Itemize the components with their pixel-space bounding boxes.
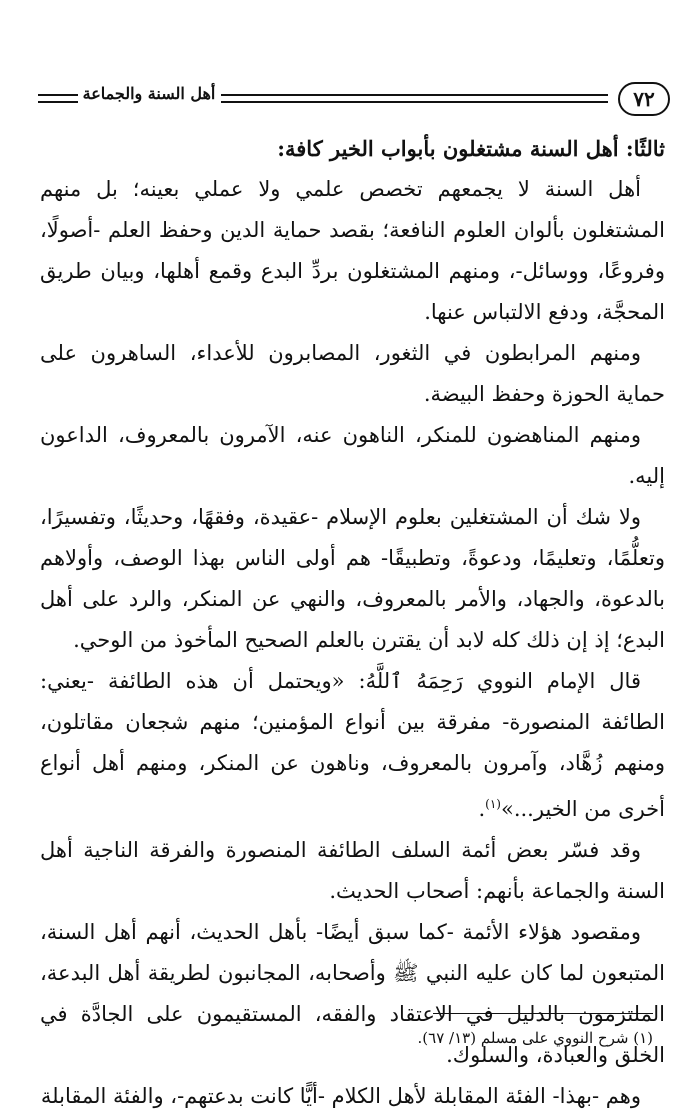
paragraph-5: قال الإمام النووي رَحِمَهُ ٱللَّهُ: «ويحتمل أن هذه الطائفة -يعني: الطائفة المنصورة- مفرقة بين أنواع المؤمنين؛ منهم شجعان مقاتلون، ومنهم زُهَّاد، وآمرون بالمعروف، وناهون عن المنكر، ومنهم أهل أنواع أخرى من الخير...»$^{(١)}$. [40,669,665,821]
paragraph-6: وقد فسّر بعض أئمة السلف الطائفة المنصورة والفرقة الناجية أهل السنة والجماعة بأنهم: أصحاب الحديث. [40,838,665,903]
paragraph-4: ولا شك أن المشتغلين بعلوم الإسلام -عقيدة، وفقهًا، وحديثًا، وتفسيرًا، وتعلُّمًا، وتعليمًا، ودعوةً، وتطبيقًا- هم أولى الناس بهذا الوصف، وأولاهم بالدعوة، والجهاد، والأمر بالمعروف، والنهي عن المنكر، والرد على أهل البدع؛ إذ إن ذلك كله لابد أن يقترن بالعلم الصحيح المأخوذ من الوحي. [40,505,665,652]
page-number: ٧٢ [618,82,670,116]
running-title: أهل السنة والجماعة [82,84,216,103]
page-header [36,82,670,122]
footnote: (١) شرح النووي على مسلم (١٣/ ٦٧). [417,1029,653,1047]
section-heading: ثالثًا: أهل السنة مشتغلون بأبواب الخير كافة: [277,136,665,161]
nawawi-quote: قال الإمام النووي رَحِمَهُ ٱللَّهُ: «ويحتمل أن هذه الطائفة -يعني: الطائفة المنصورة- مفرقة بين أنواع المؤمنين؛ منهم شجعان مقاتلون، ومنهم زُهَّاد، وآمرون بالمعروف، وناهون عن المنكر، ومنهم أهل أنواع أخرى من الخير...» [40,669,665,821]
paragraph-1: أهل السنة لا يجمعهم تخصص علمي ولا عملي بعينه؛ بل منهم المشتغلون بألوان العلوم النافعة؛ بقصد حماية الدين وحفظ العلم -أصولًا، وفروعًا، ووسائل-، ومنهم المشتغلون بردِّ البدع وقمع أهلها، وبيان طريق المحجَّة، ودفع الالتباس عنها. [40,177,665,324]
paragraph-3: ومنهم المناهضون للمنكر، الناهون عنه، الآمرون بالمعروف، الداعون إليه. [40,423,665,488]
paragraph-7: ومقصود هؤلاء الأئمة -كما سبق أيضًا- بأهل الحديث، أنهم أهل السنة، المتبعون لما كان عليه النبي ﷺ وأصحابه، المجانبون لطريقة أهل البدعة، الملتزمون بالدليل في الاعتقاد والفقه، المستقيمون على الجادَّة في الخلق والعبادة، والسلوك. [40,920,665,1067]
paragraph-8: وهم -بهذا- الفئة المقابلة لأهل الكلام -أيًّا كانت بدعتهم-، والفئة المقابلة [40,1084,641,1108]
paragraph-2: ومنهم المرابطون في الثغور، المصابرون للأعداء، الساهرون على حماية الحوزة وحفظ البيضة. [40,341,665,406]
header-rule-left [38,94,78,103]
footnote-divider [433,1013,653,1014]
header-rule-right [221,94,608,103]
main-text [40,128,665,1117]
footnote-marker: (١) [485,797,501,811]
